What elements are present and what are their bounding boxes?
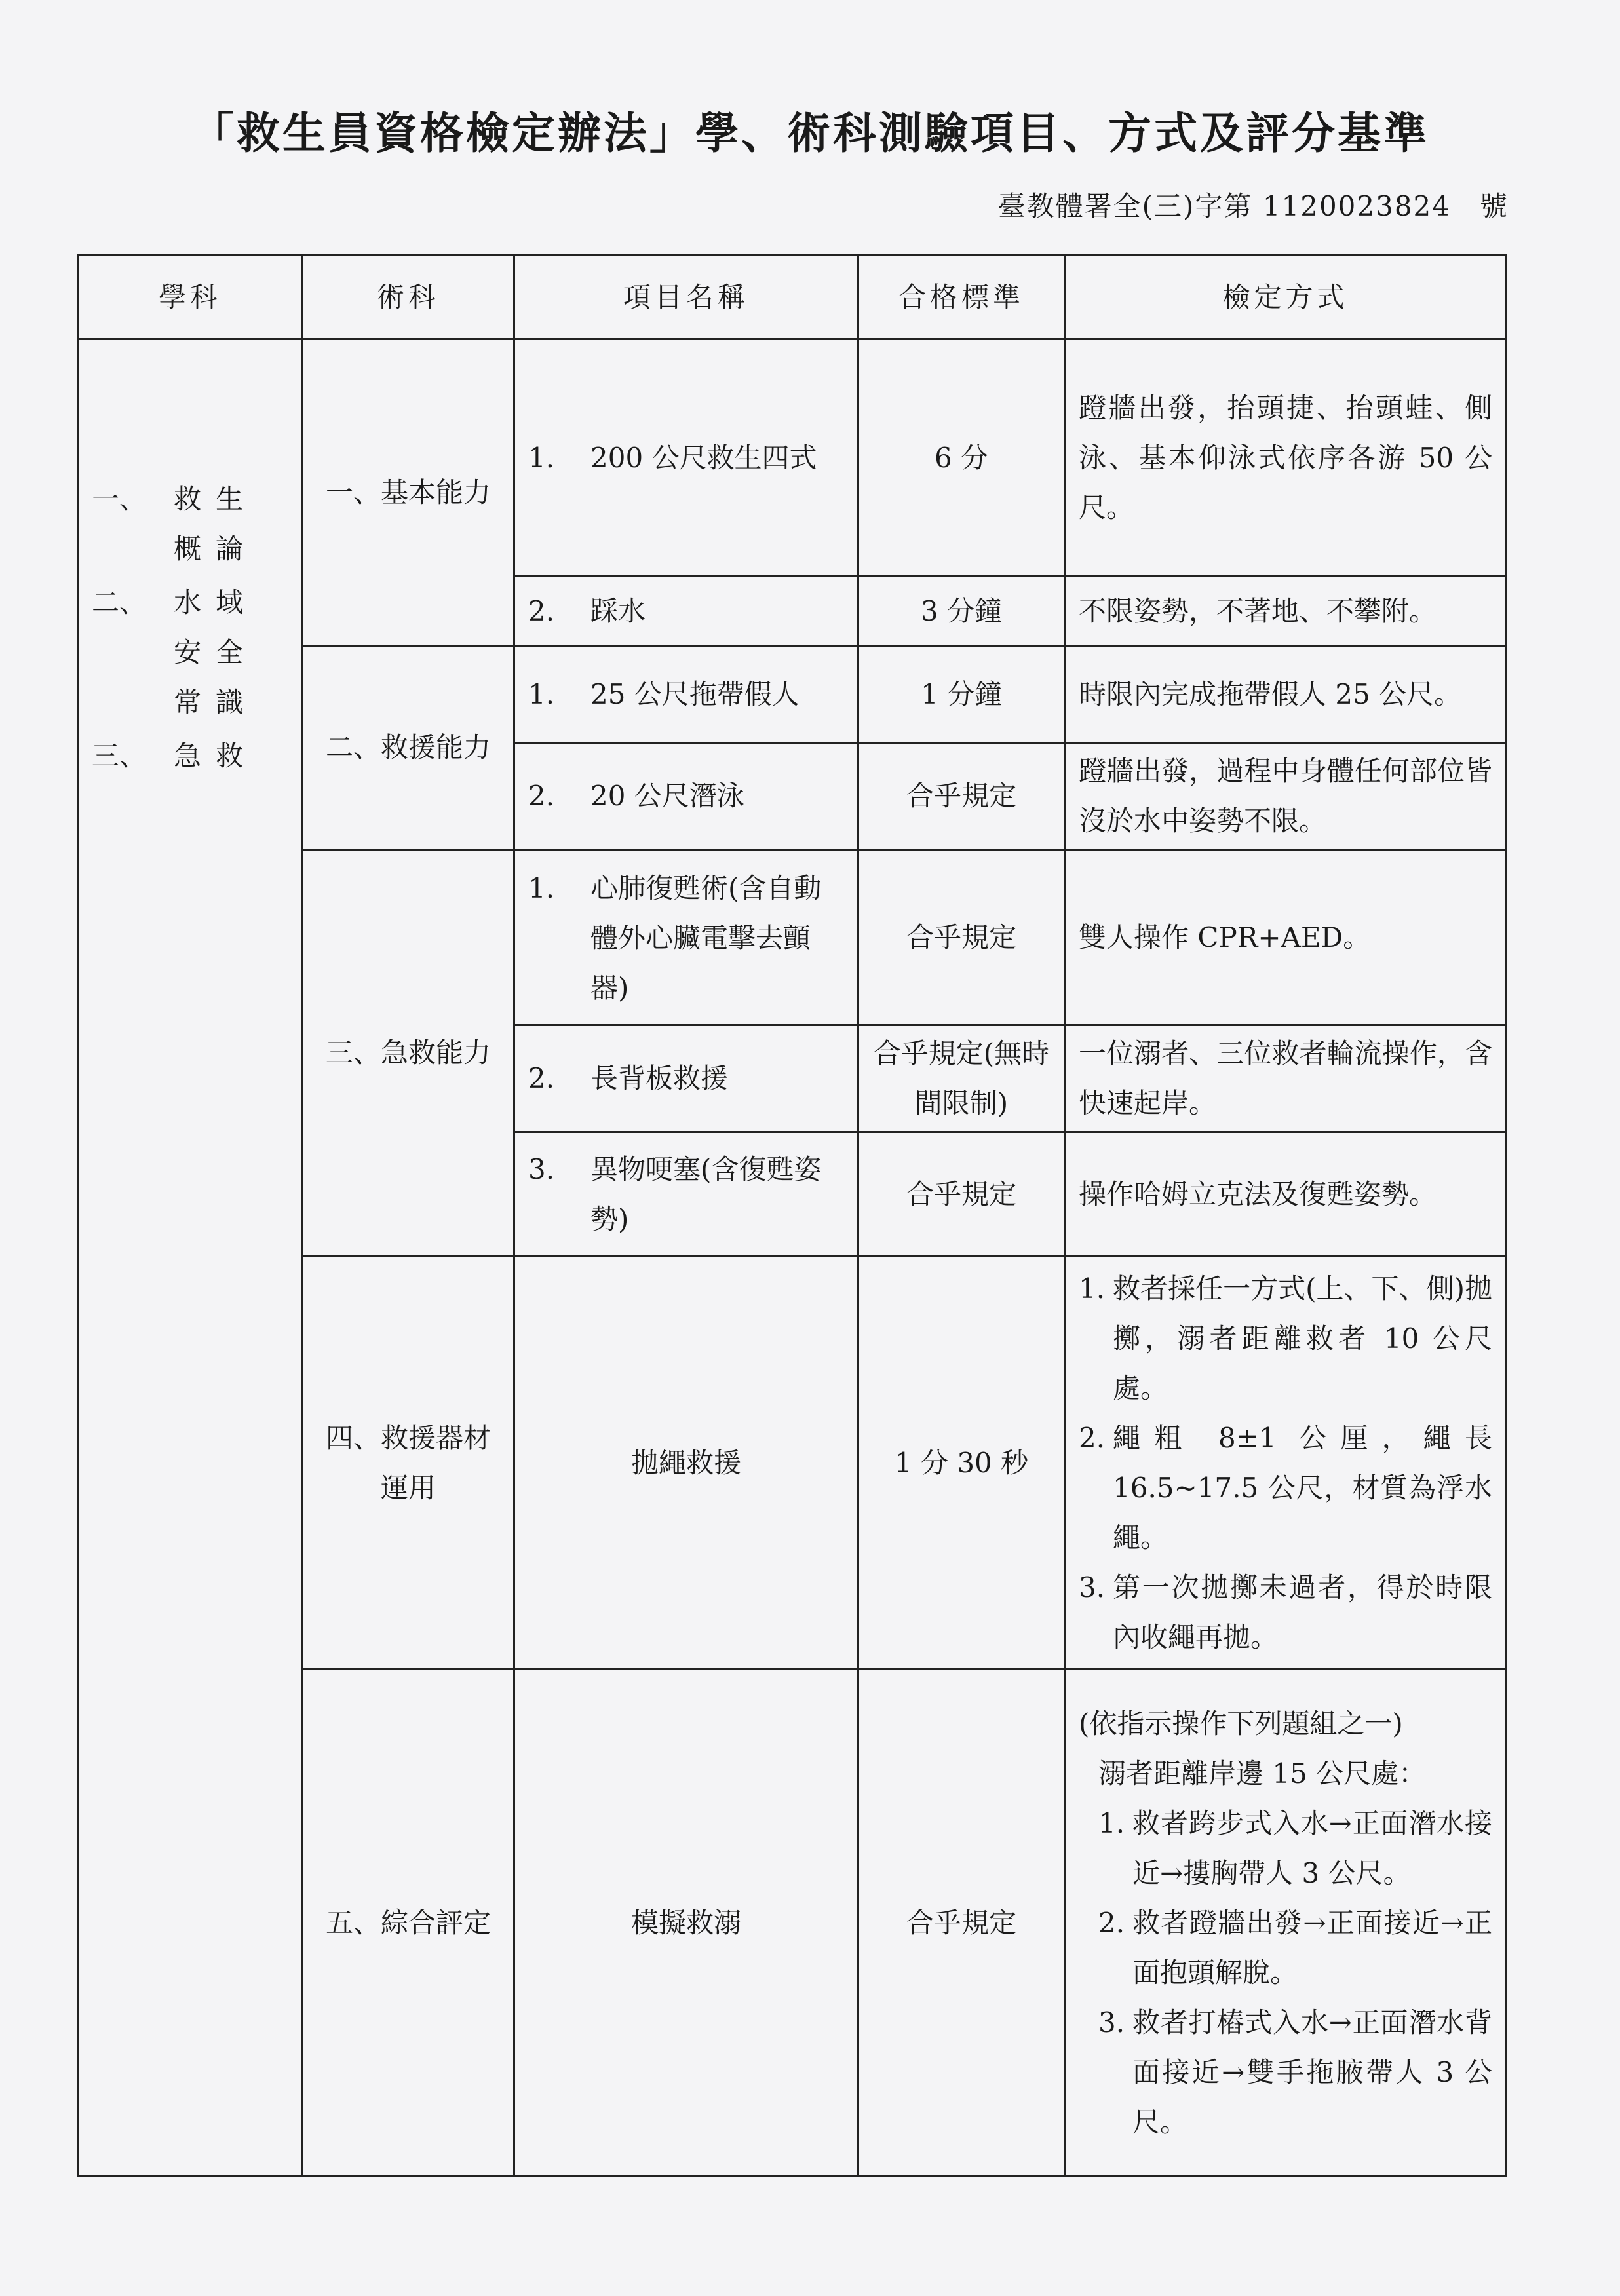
item-method: 蹬牆出發，抬頭捷、抬頭蛙、側泳、基本仰泳式依序各游 50 公尺。: [1065, 339, 1507, 577]
item-standard: 1 分 30 秒: [858, 1257, 1065, 1670]
method-intro: 溺者距離岸邊 15 公尺處：: [1098, 1757, 1427, 1789]
list-item: 2. 繩粗 8±1 公厘，繩長 16.5~17.5 公尺，材質為浮水繩。: [1079, 1421, 1492, 1554]
item-standard: 1 分鐘: [858, 646, 1065, 743]
table-row: [78, 339, 1507, 577]
item-name: 拋繩救援: [514, 1257, 858, 1670]
header-standard: 合格標準: [858, 256, 1065, 339]
group-rescue: 二、救援能力: [303, 646, 514, 850]
group-overall: 五、綜合評定: [303, 1670, 514, 2177]
item-method: 蹬牆出發，過程中身體任何部位皆沒於水中姿勢不限。: [1065, 743, 1507, 850]
item-method: [1065, 1670, 1507, 2177]
header-subject: 學科: [78, 256, 303, 339]
item-name: 2. 長背板救援: [514, 1025, 858, 1132]
item-method: 時限內完成拖帶假人 25 公尺。: [1065, 646, 1507, 743]
criteria-table: [77, 254, 1507, 2177]
item-standard: 合乎規定: [858, 743, 1065, 850]
list-item: 3. 第一次拋擲未過者，得於時限內收繩再拋。: [1079, 1571, 1492, 1653]
document-number: 臺教體署全(三)字第 1120023824 號: [997, 190, 1509, 222]
item-standard: 3 分鐘: [858, 577, 1065, 646]
item-method: 雙人操作 CPR+AED。: [1065, 850, 1507, 1025]
header-item: 項目名稱: [514, 256, 858, 339]
item-standard: 合乎規定: [858, 1132, 1065, 1257]
item-name: 3. 異物哽塞(含復甦姿勢): [514, 1132, 858, 1257]
subject-item: 二、 水域安全常識: [92, 586, 258, 718]
item-standard: 合乎規定: [858, 1670, 1065, 2177]
item-standard: 6 分: [858, 339, 1065, 577]
item-standard: 合乎規定: [858, 850, 1065, 1025]
group-firstaid: 三、急救能力: [303, 850, 514, 1257]
item-name: 2. 踩水: [514, 577, 858, 646]
subject-item: 三、 急救: [92, 740, 258, 772]
header-method: 檢定方式: [1065, 256, 1507, 339]
list-item: 3. 救者打樁式入水→正面潛水背面接近→雙手拖腋帶人 3 公尺。: [1098, 2006, 1492, 2138]
item-name: 1. 200 公尺救生四式: [514, 339, 858, 577]
item-name: 1. 25 公尺拖帶假人: [514, 646, 858, 743]
subject-list-cell: [78, 339, 303, 2177]
item-standard: 合乎規定(無時間限制): [858, 1025, 1065, 1132]
list-item: 1. 救者跨步式入水→正面潛水接近→摟胸帶人 3 公尺。: [1098, 1807, 1492, 1889]
item-method: 不限姿勢，不著地、不攀附。: [1065, 577, 1507, 646]
subject-item: 一、 救生概論: [92, 483, 258, 565]
item-method: [1065, 1257, 1507, 1670]
item-method: 一位溺者、三位救者輪流操作，含快速起岸。: [1065, 1025, 1507, 1132]
group-basic: 一、基本能力: [303, 339, 514, 646]
item-name: 1. 心肺復甦術(含自動體外心臟電擊去顫器): [514, 850, 858, 1025]
item-method: 操作哈姆立克法及復甦姿勢。: [1065, 1132, 1507, 1257]
item-name: 模擬救溺: [514, 1670, 858, 2177]
group-equipment: 四、救援器材運用: [303, 1257, 514, 1670]
header-skill: 術科: [303, 256, 514, 339]
list-item: 2. 救者蹬牆出發→正面接近→正面抱頭解脫。: [1098, 1906, 1492, 1989]
list-item: 1. 救者採任一方式(上、下、側)拋擲，溺者距離救者 10 公尺處。: [1079, 1272, 1492, 1404]
table-header-row: [78, 256, 1507, 339]
item-name: 2. 20 公尺潛泳: [514, 743, 858, 850]
page-title: 「救生員資格檢定辦法」學、術科測驗項目、方式及評分基準: [191, 107, 1429, 159]
method-intro: (依指示操作下列題組之一): [1079, 1707, 1403, 1740]
